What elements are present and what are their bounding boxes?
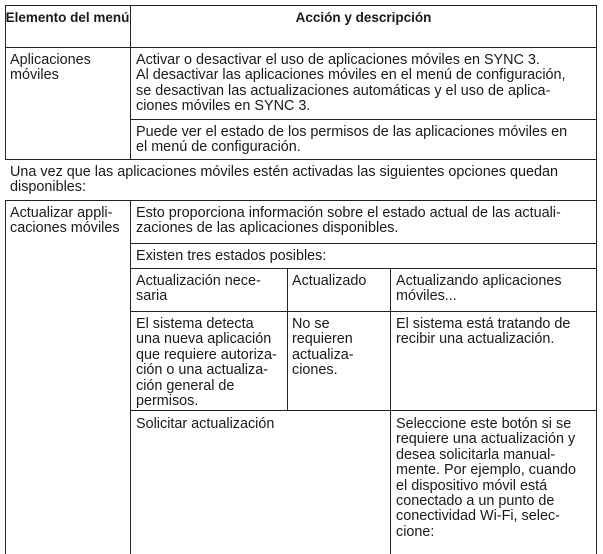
rule-states-divider-2 bbox=[390, 268, 391, 554]
rule-left-lower bbox=[5, 200, 6, 554]
rule-update-split-1 bbox=[130, 243, 597, 244]
rule-col-divider-top bbox=[130, 5, 131, 160]
state-updating-detail: El sistema está tratando de recibir una actualización. bbox=[396, 316, 571, 348]
rule-header-bottom bbox=[5, 47, 597, 48]
state-updated-detail: No se requieren actualiza- ciones. bbox=[292, 316, 354, 379]
menu-item-update-mobile-apps: Actualizar appli- caciones móviles bbox=[10, 205, 120, 237]
mobile-apps-description: Activar o desactivar el uso de aplicaciones móviles en SYNC 3. Al desactivar las aplicaciones móviles en el menú de configuración, se desactivan las actualizaciones automáticas y el uso de aplica- ciones móviles en SYNC 3. bbox=[136, 52, 566, 115]
update-description: Esto proporciona información sobre el estado actual de las actuali- zaciones de las aplicaciones disponibles. bbox=[136, 205, 561, 237]
rule-top bbox=[5, 5, 597, 6]
rule-col-divider-lower bbox=[130, 200, 131, 554]
header-menu-item: Elemento del menú bbox=[5, 10, 130, 25]
state-updating: Actualizando aplicaciones móviles... bbox=[396, 273, 562, 305]
state-updated: Actualizado bbox=[292, 273, 367, 289]
rule-states-divider-1 bbox=[287, 268, 288, 411]
rule-states-header-bottom bbox=[130, 311, 597, 312]
rule-note-top bbox=[5, 159, 597, 160]
state-update-required: Actualización nece- saria bbox=[136, 273, 261, 305]
rule-mobile-apps-split bbox=[130, 119, 597, 120]
request-update-label: Solicitar actualización bbox=[136, 416, 275, 432]
request-update-detail: Seleccione este botón si se requiere una actualización y desea solicitarla manual- mente. Por ejemplo, cuando el dispositivo móvil está conectado a un punto de conectividad Wi-Fi, selec- cione: bbox=[396, 416, 576, 540]
rule-update-split-2 bbox=[130, 268, 597, 269]
rule-left bbox=[5, 5, 6, 160]
rule-note-bottom bbox=[5, 200, 597, 201]
mobile-apps-permissions-note: Puede ver el estado de los permisos de las aplicaciones móviles en el menú de configuración. bbox=[136, 124, 568, 156]
state-update-required-detail: El sistema detecta una nueva aplicación que requiere autoriza- ción o una actualiza- ción general de permisos. bbox=[136, 316, 277, 410]
rule-states-details-bottom bbox=[130, 410, 597, 411]
menu-item-mobile-apps: Aplicaciones móviles bbox=[10, 52, 91, 84]
header-action-description: Acción y descripción bbox=[295, 10, 432, 25]
rule-right bbox=[596, 5, 597, 554]
states-intro: Existen tres estados posibles: bbox=[136, 248, 327, 264]
available-options-note: Una vez que las aplicaciones móviles estén activadas las siguientes opciones quedan disponibles: bbox=[10, 164, 558, 196]
